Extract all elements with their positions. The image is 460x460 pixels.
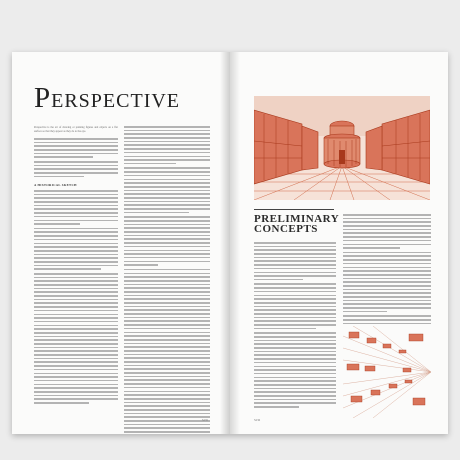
ideal-city-illustration (254, 96, 430, 200)
perspective-diagram (343, 326, 431, 418)
left-column-2-text (124, 126, 210, 434)
left-gutter-shadow (220, 52, 230, 434)
left-section-heading: A HISTORICAL SKETCH (34, 183, 77, 187)
right-gutter-shadow (230, 52, 240, 434)
heading-rule (254, 209, 334, 210)
left-page (12, 52, 230, 434)
right-page (230, 52, 448, 434)
right-folio: S236 (254, 418, 261, 422)
body-intro: Perspective is the art of drawing or painting figures and objects on a flat surface so that they appear as they do to the eye. (34, 126, 118, 133)
book-spread (12, 52, 448, 434)
chapter-heading: PRELIMINARY CONCEPTS (254, 213, 339, 235)
left-folio: S235 (201, 418, 208, 422)
left-column-1-text (34, 138, 118, 180)
left-column-1 (34, 126, 118, 136)
page-title: Perspective (34, 82, 181, 114)
left-column-1-text-b (34, 190, 118, 406)
right-column-1-text (254, 242, 336, 410)
